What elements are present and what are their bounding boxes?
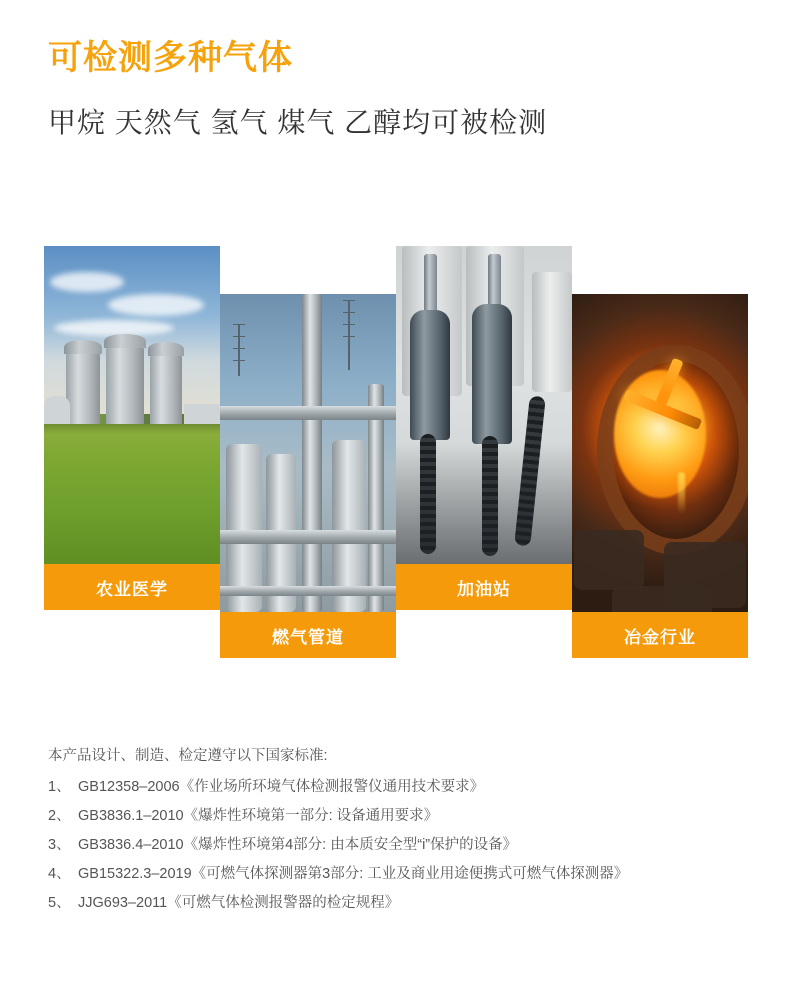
fuel-nozzle bbox=[410, 310, 450, 440]
barn-shape bbox=[184, 404, 220, 426]
molten-drip bbox=[678, 472, 685, 514]
scenario-card-gas-pipeline bbox=[220, 294, 396, 658]
standards-intro: 本产品设计、制造、检定遵守以下国家标准: bbox=[48, 748, 328, 764]
heading-block bbox=[48, 38, 748, 141]
metallurgy-photo bbox=[572, 294, 748, 612]
standards-section bbox=[48, 742, 748, 918]
dispenser-shape bbox=[532, 272, 572, 392]
gas-pipeline-photo bbox=[220, 294, 396, 612]
standards-item-text: GB15322.3–2019《可燃气体探测器第3部分: 工业及商业用途便携式可燃气体探测器》 bbox=[78, 866, 629, 882]
application-scenarios-collage bbox=[44, 246, 750, 666]
scenario-caption-gas-station: 加油站 bbox=[396, 564, 572, 610]
scenario-card-agriculture bbox=[44, 246, 220, 610]
standards-item-number: 3、 bbox=[48, 837, 71, 853]
slag-rock bbox=[612, 586, 712, 612]
silo-shape bbox=[66, 352, 100, 426]
shadow-layer bbox=[396, 443, 572, 564]
field-layer bbox=[44, 424, 220, 564]
standards-item bbox=[48, 889, 748, 918]
agriculture-photo bbox=[44, 246, 220, 564]
standards-item-number: 2、 bbox=[48, 808, 71, 824]
silo-shape bbox=[150, 354, 182, 426]
fuel-nozzle bbox=[472, 304, 512, 444]
scenario-card-metallurgy bbox=[572, 294, 748, 658]
standards-item bbox=[48, 773, 748, 802]
gas-station-photo bbox=[396, 246, 572, 564]
pipe-shape bbox=[302, 294, 322, 612]
standards-item bbox=[48, 802, 748, 831]
standards-item-text: GB3836.1–2010《爆炸性环境第一部分: 设备通用要求》 bbox=[78, 808, 439, 824]
scenario-caption-agriculture: 农业医学 bbox=[44, 564, 220, 610]
standards-item-text: GB12358–2006《作业场所环境气体检测报警仪通用技术要求》 bbox=[78, 779, 485, 795]
barn-shape bbox=[44, 396, 70, 426]
tower-shape bbox=[238, 324, 240, 376]
scenario-caption-metallurgy: 冶金行业 bbox=[572, 612, 748, 658]
page-subtitle: 甲烷 天然气 氢气 煤气 乙醇均可被检测 bbox=[48, 106, 548, 138]
standards-item-text: JJG693–2011《可燃气体检测报警器的检定规程》 bbox=[78, 895, 400, 911]
cloud-shape bbox=[54, 320, 174, 336]
standards-item-number: 1、 bbox=[48, 779, 71, 795]
cloud-shape bbox=[50, 272, 124, 292]
standards-item-text: GB3836.4–2010《爆炸性环境第4部分: 由本质安全型“i”保护的设备》 bbox=[78, 837, 518, 853]
scenario-caption-gas-pipeline: 燃气管道 bbox=[220, 612, 396, 658]
scenario-card-gas-station bbox=[396, 246, 572, 610]
page-title: 可检测多种气体 bbox=[48, 39, 293, 77]
standards-item bbox=[48, 831, 748, 860]
standards-item-number: 5、 bbox=[48, 895, 71, 911]
tower-shape bbox=[348, 300, 350, 370]
pipe-crossbar bbox=[220, 586, 396, 596]
pipe-crossbar bbox=[220, 406, 396, 420]
standards-item bbox=[48, 860, 748, 889]
pipe-crossbar bbox=[220, 530, 396, 544]
standards-item-number: 4、 bbox=[48, 866, 71, 882]
cloud-shape bbox=[108, 294, 204, 316]
slag-rock bbox=[574, 530, 644, 590]
silo-shape bbox=[106, 346, 144, 426]
